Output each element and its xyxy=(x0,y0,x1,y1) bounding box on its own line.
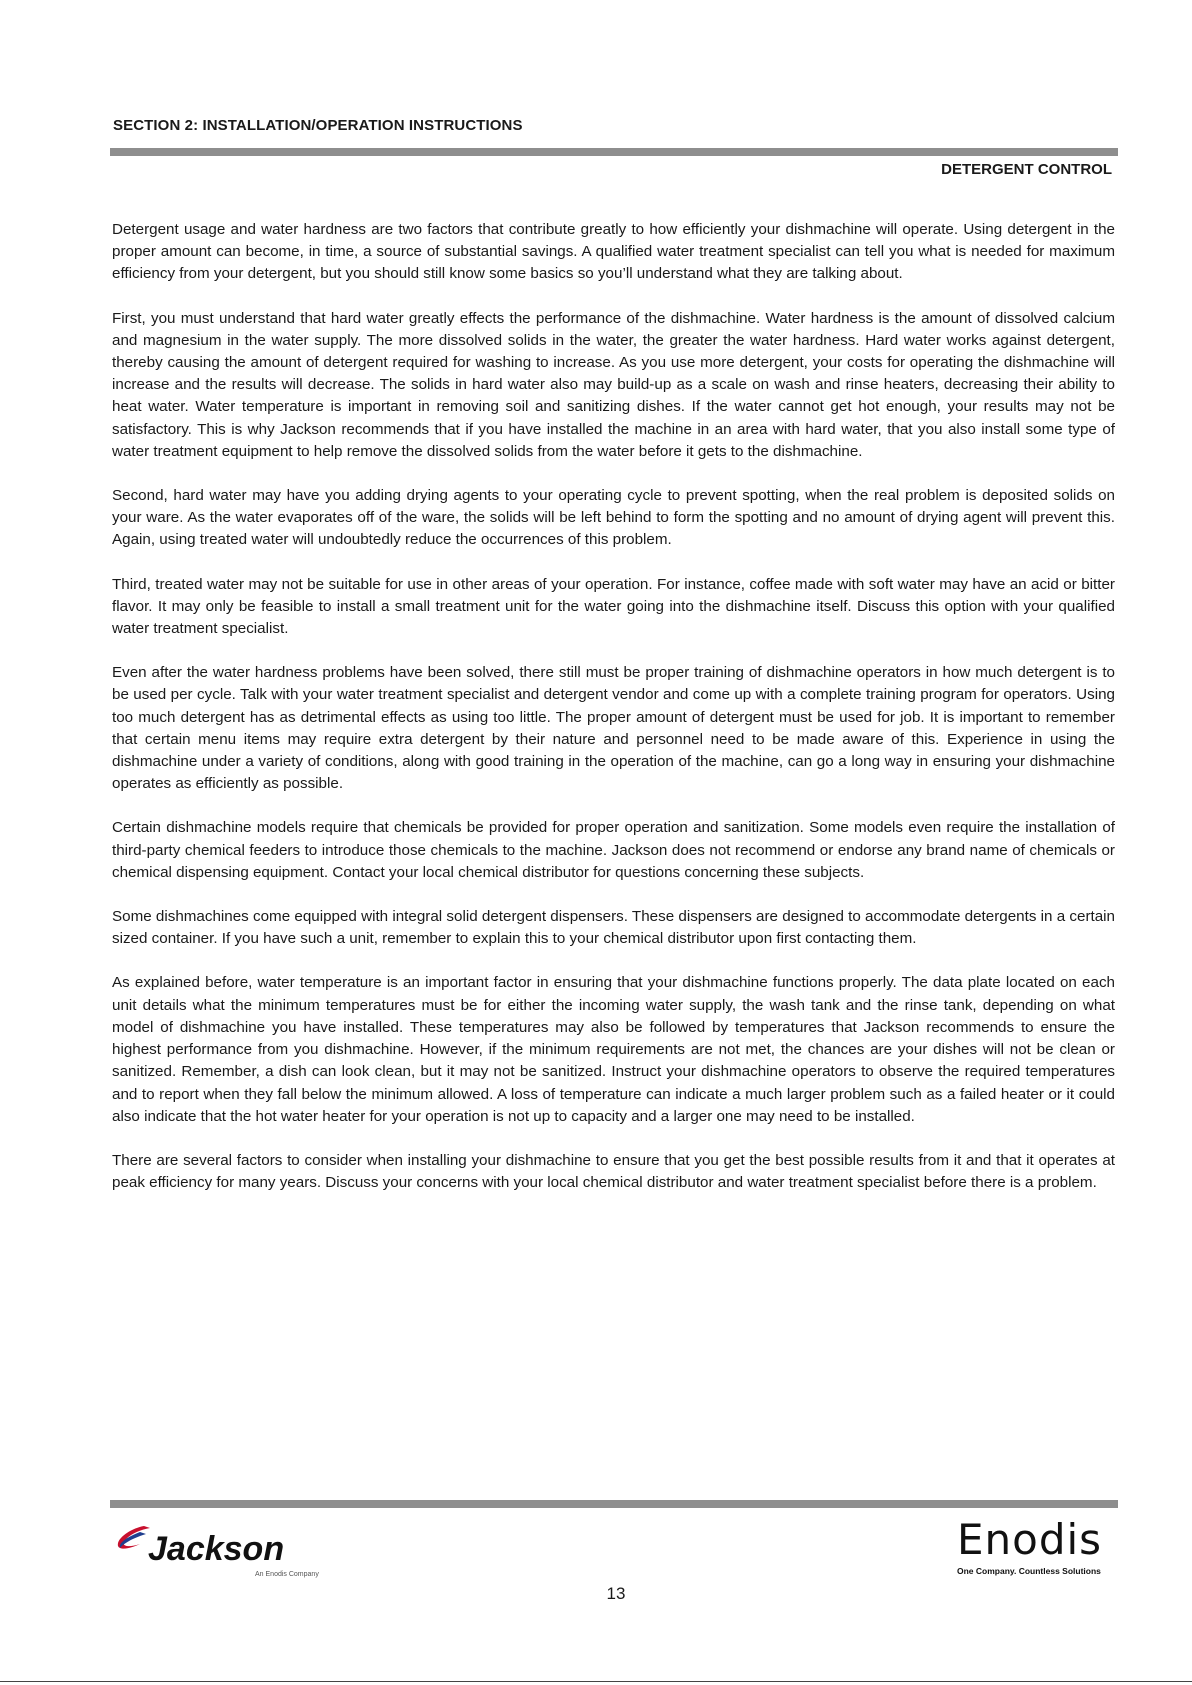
jackson-tagline: An Enodis Company xyxy=(255,1571,319,1578)
header-divider xyxy=(110,148,1118,156)
section-title: SECTION 2: INSTALLATION/OPERATION INSTRUCTIONS xyxy=(113,117,523,134)
paragraph-closing: There are several factors to consider when installing your dishmachine to ensure that you get the best possible results from it and that it operates at peak efficiency for many years. Discuss your concerns with your local chemical distributor and water treatment specialist before there is a problem. xyxy=(112,1151,1115,1192)
paragraph-hard-water: First, you must understand that hard water greatly effects the performance of the dishmachine. Water hardness is the amount of dissolved calcium and magnesium in the water supply. The more dissolved solids in the water, the greater the water hardness. Hard water works against detergent, thereby causing the amount of detergent required for washing to increase. As you use more detergent, your costs for operating the dishmachine will increase and the results will decrease. The solids in hard water also may build-up as a scale on wash and rinse heaters, decreasing their ability to heat water. Water temperature is important in removing soil and sanitizing dishes. If the water cannot get hot enough, your results may not be satisfactory. This is why Jackson recommends that if you have installed the machine in an area with hard water, that you also install some type of water treatment equipment to help remove the dissolved solids from the water before it gets to the dishmachine. xyxy=(112,309,1115,460)
page-number: 13 xyxy=(606,1584,626,1603)
enodis-logo xyxy=(955,1514,1120,1578)
paragraph-drying-agents: Second, hard water may have you adding drying agents to your operating cycle to prevent spotting, when the real problem is deposited solids on your ware. As the water evaporates off of the ware, the solids will be left behind to form the spotting and no amount of drying agent will prevent this. Again, using treated water will undoubtedly reduce the occurrences of this problem. xyxy=(112,487,1115,549)
paragraph-water-temperature: As explained before, water temperature is an important factor in ensuring that your dishmachine functions properly. The data plate located on each unit details what the minimum temperatures must be for either the incoming water supply, the wash tank and the rinse tank, depending on what model of dishmachine you have installed. These temperatures may also be followed by temperatures that Jackson recommends to ensure the highest performance from you dishmachine. However, if the minimum requirements are not met, the chances are your dishes will not be clean or sanitized. Remember, a dish can look clean, but it may not be sanitized. Instruct your dishmachine operators to observe the required temperatures and to report when they fall below the minimum allowed. A loss of temperature can indicate a much larger problem such as a failed heater or it could also indicate that the hot water heater for your operation is not up to capacity and a larger one may need to be installed. xyxy=(112,974,1115,1125)
enodis-wordmark: Enodis xyxy=(957,1515,1103,1564)
subsection-title: DETERGENT CONTROL xyxy=(941,161,1112,178)
jackson-logo xyxy=(110,1518,350,1584)
paragraph-detergent-usage: Detergent usage and water hardness are two factors that contribute greatly to how efficiently your dishmachine will operate. Using detergent in the proper amount can become, in time, a source of substantial savings. A qualified water treatment specialist can tell you what is needed for maximum efficiency from your detergent, but you should still know some basics so you’ll understand what they are talking about. xyxy=(112,221,1115,283)
paragraph-chemical-feeders: Certain dishmachine models require that chemicals be provided for proper operation and sanitization. Some models even require the installation of third-party chemical feeders to introduce those chemicals to the machine. Jackson does not recommend or endorse any brand name of chemicals or chemical dispensing equipment. Contact your local chemical distributor for questions concerning these subjects. xyxy=(112,819,1115,881)
paragraph-solid-dispensers: Some dishmachines come equipped with integral solid detergent dispensers. These dispensers are designed to accommodate detergents in a certain sized container. If you have such a unit, remember to explain this to your chemical distributor upon first contacting them. xyxy=(112,908,1115,948)
page-bottom-rule xyxy=(0,1681,1192,1682)
paragraph-operator-training: Even after the water hardness problems have been solved, there still must be proper training of dishmachine operators in how much detergent is to be used per cycle. Talk with your water treatment specialist and detergent vendor and come up with a complete training program for operators. Using too much detergent has as detrimental effects as using too little. The proper amount of detergent must be used for job. It is important to remember that certain menu items may require extra detergent by their nature and personnel need to be made aware of this. Experience in using the dishmachine under a variety of conditions, along with good training in the operation of the machine, can go a long way in ensuring your dishmachine operates as efficiently as possible. xyxy=(112,664,1115,793)
footer-divider xyxy=(110,1500,1118,1508)
paragraph-treated-water: Third, treated water may not be suitable for use in other areas of your operation. For instance, coffee made with soft water may have an acid or bitter flavor. It may only be feasible to install a small treatment unit for the water going into the dishmachine itself. Discuss this option with your qualified water treatment specialist. xyxy=(112,575,1115,638)
enodis-tagline: One Company. Countless Solutions xyxy=(957,1566,1101,1576)
jackson-wordmark: Jackson xyxy=(148,1530,285,1568)
body-text xyxy=(112,219,1115,1216)
